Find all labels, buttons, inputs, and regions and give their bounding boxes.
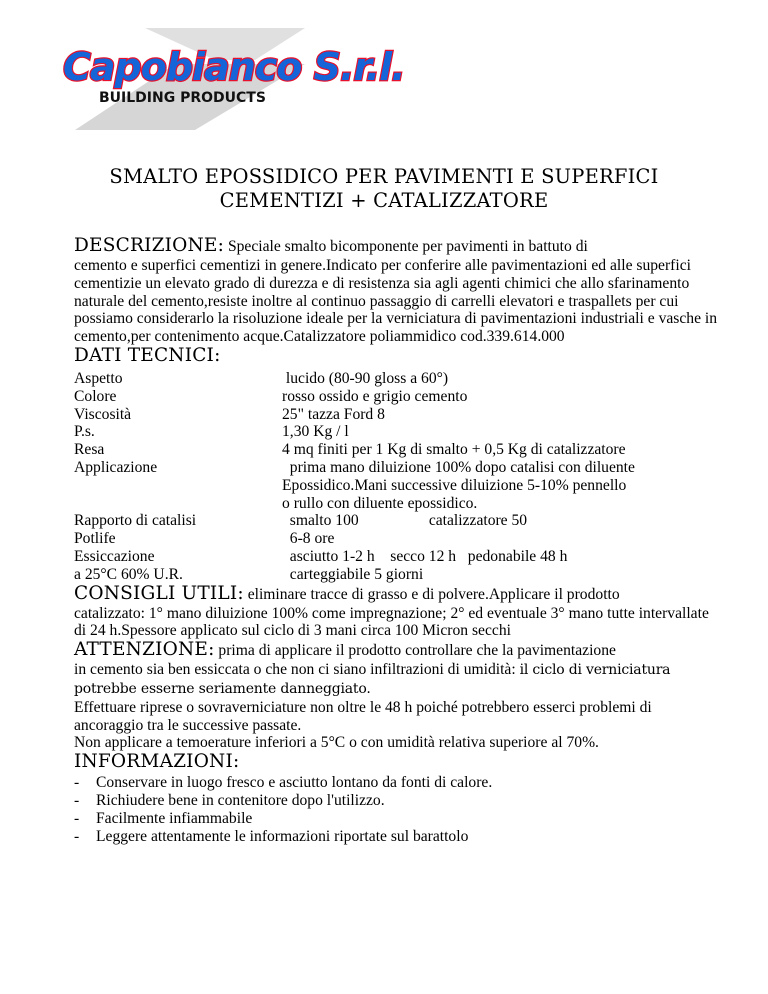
bullet-dash: -	[74, 774, 80, 792]
heading-dati-tecnici: DATI TECNICI:	[74, 344, 221, 366]
consigli-lead: eliminare tracce di grasso e di polvere.Applicare il prodotto	[243, 585, 620, 603]
informazioni-list	[74, 774, 724, 845]
list-item: - Conservare in luogo fresco e asciutto lontano da fonti di calore.	[74, 774, 493, 792]
spec-value: 6-8 ore	[282, 530, 335, 548]
section-attenzione	[74, 640, 724, 752]
section-consigli	[74, 584, 724, 641]
attenzione-text	[74, 661, 724, 699]
spec-value: asciutto 1-2 h secco 12 h pedonabile 48 h	[282, 547, 568, 565]
spec-label: Potlife	[74, 530, 116, 548]
attenzione-para-3: Non applicare a temoerature inferiori a 5°C o con umidità relativa superiore al 70%.	[74, 734, 599, 752]
spec-value: rosso ossido e grigio cemento	[282, 387, 468, 405]
attenzione-body: in cemento sia ben essiccata o che non ci siano infiltrazioni di umidità:	[74, 661, 520, 679]
title-line-2: CEMENTIZI + CATALIZZATORE	[219, 189, 549, 212]
bullet-dash: -	[74, 827, 80, 845]
list-item: - Leggere attentamente le informazioni riportate sul barattolo	[74, 827, 469, 845]
spec-label: Aspetto	[74, 369, 123, 387]
consigli-text: catalizzato: 1° mano diluizione 100% come impregnazione; 2° ed eventuale 3° mano tutte intervallate di 24 h.Spessore applicato sul ciclo di 3 mani circa 100 Micron secchi	[74, 604, 709, 640]
spec-value: carteggiabile 5 giorni	[282, 565, 424, 583]
attenzione-lead: prima di applicare il prodotto controllare che la pavimentazione	[214, 642, 616, 660]
spec-value: 25" tazza Ford 8	[282, 405, 385, 423]
spec-value: 1,30 Kg / l	[282, 423, 349, 441]
logo-company-name: Capobianco S.r.l.	[63, 45, 405, 89]
logo-tagline: BUILDING PRODUCTS	[99, 90, 266, 106]
spec-value: 4 mq finiti per 1 Kg di smalto + 0,5 Kg di catalizzatore	[282, 441, 626, 459]
document-title	[0, 165, 768, 213]
spec-label: Rapporto di catalisi	[74, 512, 197, 530]
spec-label: a 25°C 60% U.R.	[74, 565, 183, 583]
list-item: - Richiudere bene in contenitore dopo l'utilizzo.	[74, 791, 385, 809]
descrizione-lead: Speciale smalto bicomponente per pavimenti in battuto di	[224, 238, 588, 255]
logo-graphic	[55, 22, 405, 132]
heading-descrizione: DESCRIZIONE:	[74, 235, 225, 256]
title-line-1: SMALTO EPOSSIDICO PER PAVIMENTI E SUPERFICI	[109, 165, 659, 188]
spec-value: lucido (80-90 gloss a 60°)	[282, 369, 449, 387]
spec-label: Resa	[74, 441, 105, 459]
attenzione-warning: il ciclo di verniciatura potrebbe esserne seriamente danneggiato.	[74, 662, 671, 697]
list-item: - Facilmente infiammabile	[74, 809, 253, 827]
bullet-dash: -	[74, 809, 80, 827]
heading-informazioni: INFORMAZIONI:	[74, 751, 240, 773]
heading-consigli: CONSIGLI UTILI:	[74, 582, 244, 604]
section-descrizione	[74, 236, 724, 346]
spec-value: smalto 100 catalizzatore 50	[282, 512, 528, 530]
spec-label: Viscosità	[74, 405, 132, 423]
spec-label: Colore	[74, 387, 117, 405]
spec-label: Essiccazione	[74, 547, 155, 565]
company-logo	[55, 22, 405, 132]
attenzione-para-2: Effettuare riprese o sovraverniciature non oltre le 48 h poiché potrebbero esserci problemi di ancoraggio tra le successive passate.	[74, 698, 652, 734]
spec-label: Applicazione	[74, 458, 158, 476]
spec-label: P.s.	[74, 423, 95, 441]
bullet-dash: -	[74, 791, 80, 809]
section-informazioni	[74, 752, 724, 845]
document-body	[74, 236, 724, 845]
spec-value: prima mano diluizione 100% dopo catalisi con diluente Epossidico.Mani successive diluizione 5-10% pennello o rullo con diluente epossidico.	[282, 458, 635, 512]
heading-attenzione: ATTENZIONE:	[74, 639, 215, 661]
descrizione-text: cemento e superfici cementizi in genere.Indicato per conferire alle pavimentazioni ed alle superfici cementizie un elevato grado di durezza e di resistenza sia agli agenti chimici che allo sfarinamento naturale del cemento,resiste inoltre al continuo passaggio di carrelli elevatori e traspallets per cui possiamo considerarlo la risoluzione ideale per la verniciatura di pavimentazioni industriali e vasche in cemento,per contenimento acque.Catalizzatore poliammidico cod.339.614.000	[74, 257, 718, 346]
section-dati-tecnici	[74, 346, 724, 584]
spec-table	[74, 370, 724, 584]
